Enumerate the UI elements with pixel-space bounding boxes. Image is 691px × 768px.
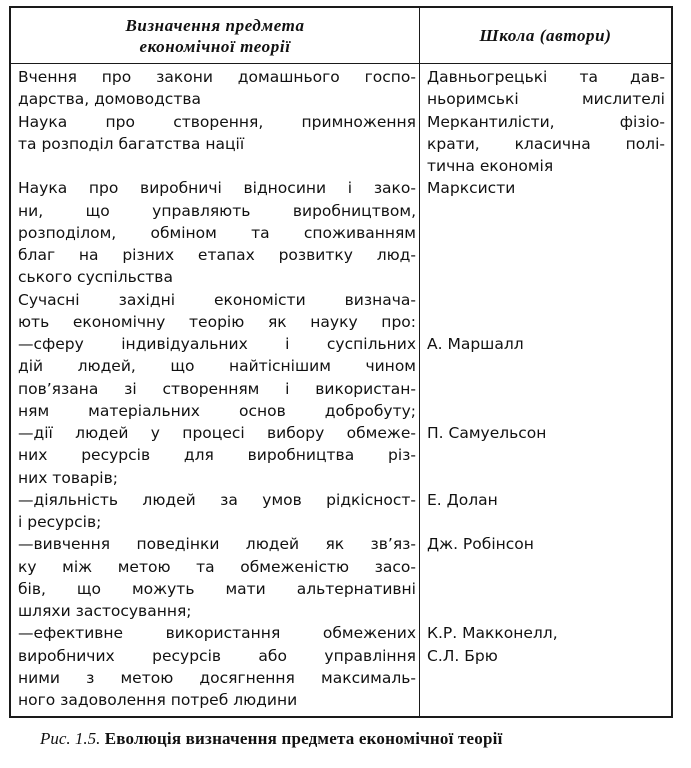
school-line: Дж. Робінсон (427, 535, 534, 554)
definition-line: ють економічну теорію як науку про: (18, 312, 416, 331)
header-divider (11, 63, 671, 64)
definition-line: ку між метою та обмеженістю засо- (18, 557, 416, 576)
definition-line (18, 155, 416, 177)
definition-line: дій людей, що найтіснішим чином (18, 357, 416, 376)
figure-caption (40, 727, 670, 751)
school-line (427, 467, 665, 489)
definition-line: —ефективне використання обмежених (18, 624, 416, 643)
school-line: Меркантилісти, фізіо- (427, 112, 665, 131)
header-definition (11, 8, 419, 63)
school-line: тична економія (427, 157, 554, 175)
school-line (427, 266, 665, 288)
definition-line: них товарів; (18, 468, 118, 487)
school-line (427, 200, 665, 222)
school-line (427, 400, 665, 422)
definition-line: пов’язана зі створенням і використан- (18, 379, 416, 398)
school-line (427, 378, 665, 400)
caption-label: Рис. 1.5. (40, 729, 101, 748)
evolution-table (9, 6, 673, 718)
definition-line: ни, що управляють виробництвом, (18, 201, 416, 220)
definition-line: і ресурсів; (18, 513, 102, 531)
school-line: С.Л. Брю (427, 646, 498, 665)
definition-line: Вчення про закони домашнього госпо- (18, 68, 416, 86)
definition-line: ними з метою досягнення максималь- (18, 668, 416, 687)
school-line: К.Р. Макконелл, (427, 624, 558, 643)
school-line: П. Самуельсон (427, 424, 547, 442)
definition-line: шляхи застосування; (18, 602, 192, 620)
definition-line: бів, що можуть мати альтернативні (18, 579, 416, 598)
definition-line: та розподіл багатства нації (18, 134, 245, 153)
school-line (427, 689, 665, 711)
definition-line: —сферу індивідуальних і суспільних (18, 335, 416, 353)
school-line (427, 600, 665, 622)
definition-line: —дії людей у процесі вибору обмеже- (18, 424, 416, 442)
school-line (427, 244, 665, 266)
definition-line: них ресурсів для виробництва різ- (18, 446, 416, 465)
school-line (427, 511, 665, 533)
definition-line: дарства, домоводства (18, 90, 201, 109)
header-school: Школа (автори) (479, 26, 612, 45)
definition-line: Наука про створення, примноження (18, 112, 416, 131)
definition-line: —діяльність людей за умов рідкісност- (18, 490, 416, 509)
school-line: А. Маршалл (427, 335, 524, 353)
column-divider (419, 8, 420, 716)
school-line (427, 444, 665, 466)
school-line (427, 311, 665, 333)
school-line: ньоримські мислителі (427, 90, 665, 109)
school-line: Е. Долан (427, 490, 498, 509)
school-line: Марксисти (427, 179, 516, 198)
definition-line: ного задоволення потреб людини (18, 691, 298, 709)
school-line (427, 578, 665, 600)
definition-line: ського суспільства (18, 268, 173, 287)
school-line (427, 355, 665, 377)
definition-line: розподілом, обміном та споживанням (18, 223, 416, 242)
definition-line: виробничих ресурсів або управління (18, 646, 416, 665)
caption-title: Еволюція визначення предмета економічної теорії (104, 729, 503, 748)
header-definition-line-2: економічної теорії (139, 36, 291, 56)
definition-line: Наука про виробничі відносини і зако- (18, 179, 416, 198)
school-line (427, 289, 665, 311)
school-line (427, 556, 665, 578)
school-line: крати, класична полі- (427, 134, 665, 153)
school-line (427, 222, 665, 244)
definition-line: ням матеріальних основ добробуту; (18, 401, 416, 420)
school-line (427, 667, 665, 689)
definition-line: благ на різних етапах розвитку люд- (18, 246, 416, 264)
school-line: Давньогрецькі та дав- (427, 68, 665, 86)
header-definition-line-1: Визначення предмета (125, 15, 305, 35)
definition-line: Сучасні західні економісти визнача- (18, 290, 416, 309)
definition-line: —вивчення поведінки людей як зв’яз- (18, 535, 416, 554)
